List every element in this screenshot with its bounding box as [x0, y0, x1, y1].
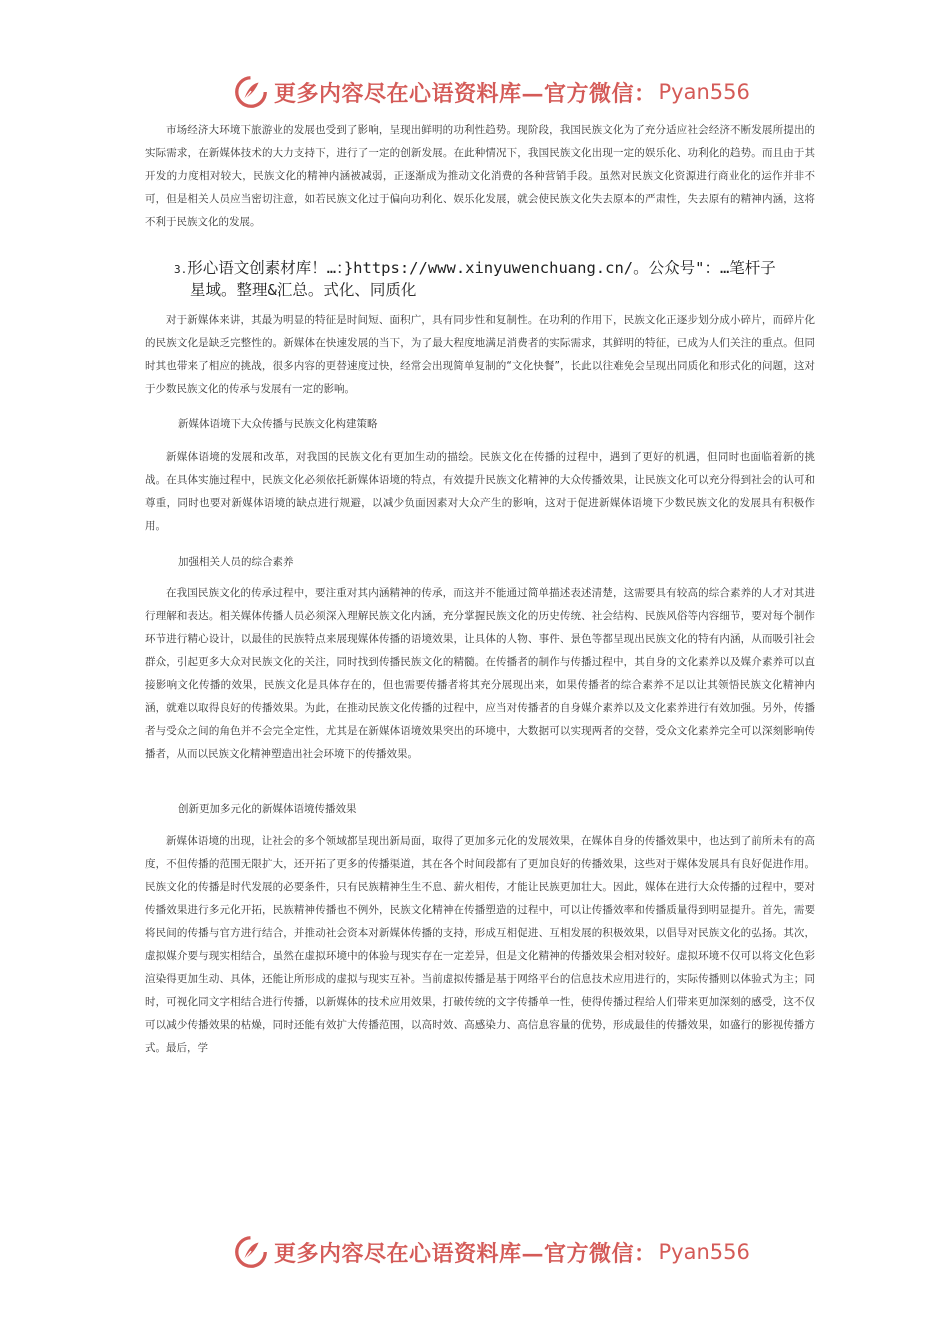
paragraph-1: 市场经济大环境下旅游业的发展也受到了影响，呈现出鲜明的功利性趋势。现阶段，我国民族文化为了充分适应社会经济不断发展所提出的实际需求，在新媒体技术的大力支持下，进行了一定的创新发展。在此种情况下，我国民族文化出现一定的娱乐化、功利化的趋势。而且由于其开发的力度相对较大，民族文化的精神内涵被减弱，正逐渐成为推动文化消费的各种营销手段。虽然对民族文化资源进行商业化的运作并非不可，但是相关人员应当密切注意，如若民族文化过于偏向功利化、娱乐化发展，就会使民族文化失去原本的严肃性，失去原有的精神内涵，这将不利于民族文化的发展。: [145, 124, 815, 228]
subheading-innovation: 创新更加多元化的新媒体语境传播效果: [178, 803, 357, 815]
brand-logo-icon: [232, 73, 270, 111]
section-number: 3.: [174, 263, 188, 276]
subheading-strategy: 新媒体语境下大众传播与民族文化构建策略: [178, 418, 378, 430]
paragraph-3: 新媒体语境的发展和改革，对我国的民族文化有更加生动的描绘。民族文化在传播的过程中，遇到了更好的机遇，但同时也面临着新的挑战。在具体实施过程中，民族文化必须依托新媒体语境的特点，有效提升民族文化精神的大众传播效果，让民族文化可以充分得到社会的认可和尊重，同时也要对新媒体语境的缺点进行规避，以减少负面因素对大众产生的影响，这对于促进新媒体语境下少数民族文化的发展具有积极作用。: [145, 451, 815, 532]
banner-wechat-id: Pyan556: [658, 80, 750, 104]
banner-wechat-id: Pyan556: [658, 1240, 750, 1264]
brand-logo-icon: [232, 1233, 270, 1271]
banner-text: 更多内容尽在心语资料库—官方微信：: [274, 1240, 657, 1267]
paragraph-2: 对于新媒体来讲，其最为明显的特征是时间短、面积广，具有同步性和复制性。在功利的作用下，民族文化正逐步划分成小碎片，而碎片化的民族文化是缺乏完整性的。新媒体在快速发展的当下，为了最大程度地满足消费者的实际需求，其鲜明的特征，已成为人们关注的重点。但同时其也带来了相应的挑战，很多内容的更替速度过快，经常会出现简单复制的“文化快餐”，长此以往难免会呈现出同质化和形式化的问题，这对于少数民族文化的传承与发展有一定的影响。: [145, 314, 815, 395]
section-3-heading: [174, 258, 834, 300]
watermark-banner-top: [232, 72, 750, 112]
paragraph-4: 在我国民族文化的传承过程中，要注重对其内涵精神的传承，而这并不能通过简单描述表述清楚，这需要具有较高的综合素养的人才对其进行理解和表达。相关媒体传播人员必须深入理解民族文化内涵，充分掌握民族文化的历史传统、社会结构、民族风俗等内容细节，要对每个制作环节进行精心设计，以最佳的民族特点来展现媒体传播的语境效果，让具体的人物、事件、景色等都呈现出民族文化的特有内涵，从而吸引社会群众，引起更多大众对民族文化的关注，同时找到传播民族文化的精髓。在传播者的制作与传播过程中，其自身的文化素养以及媒介素养可以直接影响文化传播的效果，民族文化是具体存在的，但也需要传播者将其充分展现出来，如果传播者的综合素养不足以让其领悟民族文化精神内涵，就难以取得良好的传播效果。为此，在推动民族文化传播的过程中，应当对传播者的自身媒介素养以及文化素养进行有效加强。另外，传播者与受众之间的角色并不会完全定性，尤其是在新媒体语境效果突出的环境中，大数据可以实现两者的交替，受众文化素养完全可以深刻影响传播者，从而以民族文化精神塑造出社会环境下的传播效果。: [145, 587, 815, 760]
watermark-banner-bottom: [232, 1232, 750, 1272]
section-3-line-2: 星域。整理&汇总。式化、同质化: [190, 281, 417, 299]
section-3-line-1: 形心语文创素材库！…：}https://www.xinyuwenchuang.cn/。公众号"：…笔杆子: [187, 259, 776, 277]
paragraph-5: 新媒体语境的出现，让社会的多个领域都呈现出新局面，取得了更加多元化的发展效果，在媒体自身的传播效果中，也达到了前所未有的高度，不但传播的范围无限扩大，还开拓了更多的传播渠道，其在各个时间段都有了更加良好的传播效果，这些对于媒体发展具有良好促进作用。民族文化的传播是时代发展的必要条件，只有民族精神生生不息、薪火相传，才能让民族更加壮大。因此，媒体在进行大众传播的过程中，要对传播效果进行多元化开拓，民族精神传播也不例外，民族文化精神在传播塑造的过程中，可以让传播效率和传播质量得到明显提升。首先，需要将民间的传播与官方进行结合，并推动社会资本对新媒体传播的支持，形成互相促进、互相发展的积极效果，以倡导对民族文化的弘扬。其次，虚拟媒介要与现实相结合，虽然在虚拟环境中的体验与现实存在一定差异，但是文化精神的传播效果会相对较好。虚拟环境不仅可以将文化色彩渲染得更加生动、具体，还能让所形成的虚拟与现实互补。当前虚拟传播是基于网络平台的信息技术应用进行的，实际传播则以体验式为主；同时，可视化同文字相结合进行传播，以新媒体的技术应用效果，打破传统的文字传播单一性，使得传播过程给人们带来更加深刻的感受，这不仅可以减少传播效果的枯燥，同时还能有效扩大传播范围，以高时效、高感染力、高信息容量的优势，形成最佳的传播效果，如盛行的影视传播方式。最后，学: [145, 835, 815, 1054]
subheading-personnel: 加强相关人员的综合素养: [178, 556, 294, 568]
banner-text: 更多内容尽在心语资料库—官方微信：: [274, 80, 657, 107]
